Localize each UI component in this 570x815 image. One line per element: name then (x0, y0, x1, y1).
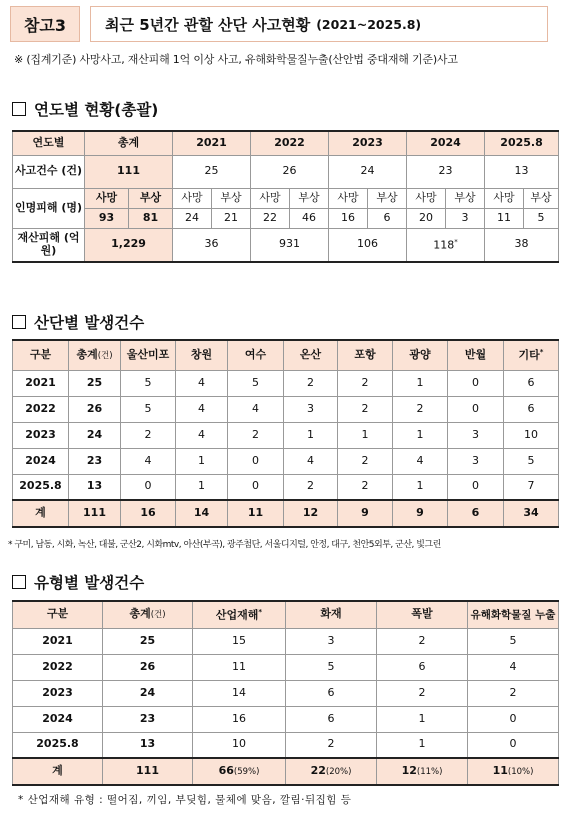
table-cell: 10 (193, 732, 286, 758)
row-label-cell: 2024 (13, 448, 69, 474)
table-cell: 1 (338, 422, 393, 448)
col-header: 유해화학물질 누출 (468, 601, 559, 628)
table-sum-row (13, 758, 559, 785)
accidents-total: 111 (85, 155, 173, 188)
property-value-text: 118 (433, 238, 455, 252)
injury-value: 21 (212, 208, 251, 228)
table-cell: 4 (176, 422, 228, 448)
table-cell: 0 (448, 396, 504, 422)
year-header: 2021 (173, 131, 251, 155)
sum-percent: (11%) (416, 767, 443, 778)
death-header: 사망 (407, 188, 446, 208)
table-cell: 3 (286, 628, 377, 654)
injury-value: 6 (368, 208, 407, 228)
death-header: 사망 (329, 188, 368, 208)
col-header: 울산미포 (121, 340, 176, 370)
table-cell: 2 (338, 448, 393, 474)
col-header: 폭발 (377, 601, 468, 628)
sum-percent: (20%) (325, 767, 352, 778)
col-header-text: 총계 (129, 607, 151, 621)
sum-value: 66 (218, 764, 234, 778)
table-cell: 2 (228, 422, 284, 448)
table-row (13, 370, 559, 396)
table-cell: 0 (468, 732, 559, 758)
table-cell: 4 (228, 396, 284, 422)
row-label-cell: 2023 (13, 422, 69, 448)
accidents-value: 26 (251, 155, 329, 188)
page-title (90, 6, 548, 42)
row-label-cell: 2025.8 (13, 732, 103, 758)
table-cell: 5 (468, 628, 559, 654)
sum-value: 11 (492, 764, 508, 778)
footnote-mark: * (454, 237, 458, 246)
table-cell: 3 (284, 396, 338, 422)
sum-value: 12 (401, 764, 417, 778)
type-footnote: * 산업재해 유형 : 떨어짐, 끼임, 부딪힘, 물체에 맞음, 깔림·뒤집힘 등 (18, 794, 352, 806)
sum-cell: 6 (448, 500, 504, 527)
sum-cell: 12 (284, 500, 338, 527)
table-row (13, 396, 559, 422)
row-label-cell: 2021 (13, 370, 69, 396)
accidents-value: 25 (173, 155, 251, 188)
table-cell: 2 (338, 474, 393, 500)
table-cell: 25 (69, 370, 121, 396)
table-cell: 1 (284, 422, 338, 448)
footnote-mark: * (539, 348, 544, 357)
sum-cell: 9 (393, 500, 448, 527)
table-cell: 1 (377, 706, 468, 732)
table-cell: 2 (121, 422, 176, 448)
table-cell: 4 (284, 448, 338, 474)
injury-header: 부상 (524, 188, 559, 208)
col-header (504, 340, 559, 370)
table-cell: 24 (69, 422, 121, 448)
col-header: 구분 (13, 601, 103, 628)
row-label-cell: 2025.8 (13, 474, 69, 500)
sum-cell: 계 (13, 758, 103, 785)
sum-cell: 11 (228, 500, 284, 527)
casualty-label: 인명피해 (명) (13, 188, 85, 228)
accidents-value: 24 (329, 155, 407, 188)
table-cell: 14 (193, 680, 286, 706)
col-header: 창원 (176, 340, 228, 370)
table-cell: 5 (121, 370, 176, 396)
section-complex-heading (12, 311, 144, 333)
col-header-text: 기타 (518, 348, 540, 362)
death-value: 20 (407, 208, 446, 228)
row-label-cell: 2022 (13, 654, 103, 680)
property-value: 38 (485, 228, 559, 262)
table-cell: 2 (284, 370, 338, 396)
property-value (407, 228, 485, 262)
year-header: 2025.8 (485, 131, 559, 155)
injury-header: 부상 (290, 188, 329, 208)
year-header: 2024 (407, 131, 485, 155)
section-title: 연도별 현황(총괄) (34, 101, 159, 119)
injury-header: 부상 (446, 188, 485, 208)
table-cell: 16 (193, 706, 286, 732)
property-value: 106 (329, 228, 407, 262)
table-cell: 1 (176, 474, 228, 500)
unit-text: (건) (97, 350, 113, 361)
col-header: 포항 (338, 340, 393, 370)
unit-text: (건) (150, 610, 166, 621)
accidents-label: 사고건수 (건) (13, 155, 85, 188)
yearly-summary-table (12, 130, 559, 263)
table-cell: 5 (121, 396, 176, 422)
complex-footnote: * 구미, 남동, 시화, 녹산, 대불, 군산2, 시화mtv, 아산(부곡), 광주첨단, 서울디지털, 안정, 대구, 천안5외투, 군산, 빛그린 (8, 540, 441, 550)
sum-cell (286, 758, 377, 785)
sum-cell: 34 (504, 500, 559, 527)
row-label-cell: 2023 (13, 680, 103, 706)
table-cell: 6 (286, 680, 377, 706)
table-cell: 26 (69, 396, 121, 422)
sum-cell: 14 (176, 500, 228, 527)
property-value: 36 (173, 228, 251, 262)
col-header: 반월 (448, 340, 504, 370)
col-header: 광양 (393, 340, 448, 370)
death-header: 사망 (173, 188, 212, 208)
section-title: 유형별 발생건수 (34, 574, 145, 592)
table-cell: 11 (193, 654, 286, 680)
table-cell: 0 (228, 448, 284, 474)
table-cell: 23 (69, 448, 121, 474)
table-row (13, 628, 559, 654)
property-total: 1,229 (85, 228, 173, 262)
table-cell: 6 (377, 654, 468, 680)
table-cell: 25 (103, 628, 193, 654)
year-header: 2022 (251, 131, 329, 155)
table-cell: 2 (377, 680, 468, 706)
complex-count-table (12, 339, 559, 528)
table-cell: 4 (121, 448, 176, 474)
checkbox-square-icon (12, 102, 26, 116)
injury-total: 81 (129, 208, 173, 228)
table-cell: 0 (468, 706, 559, 732)
injury-header: 부상 (212, 188, 251, 208)
injury-header: 부상 (368, 188, 407, 208)
section-title: 산단별 발생건수 (34, 314, 145, 332)
table-cell: 26 (103, 654, 193, 680)
table-cell: 2 (338, 370, 393, 396)
sum-cell (377, 758, 468, 785)
table-cell: 4 (176, 396, 228, 422)
table-cell: 7 (504, 474, 559, 500)
injury-value: 3 (446, 208, 485, 228)
table-cell: 6 (504, 396, 559, 422)
table-cell: 15 (193, 628, 286, 654)
property-value: 931 (251, 228, 329, 262)
reference-tag: 참고3 (10, 6, 80, 42)
table-cell: 3 (448, 422, 504, 448)
row-label-cell: 2024 (13, 706, 103, 732)
col-header-text: 총계 (76, 347, 98, 361)
table-cell: 2 (468, 680, 559, 706)
col-header: 화재 (286, 601, 377, 628)
table-sum-row (13, 500, 559, 527)
col-header (69, 340, 121, 370)
col-year-header: 연도별 (13, 131, 85, 155)
table-cell: 0 (228, 474, 284, 500)
col-total-header: 총계 (85, 131, 173, 155)
death-value: 24 (173, 208, 212, 228)
col-header (103, 601, 193, 628)
table-row (13, 474, 559, 500)
death-value: 11 (485, 208, 524, 228)
section-type-heading (12, 571, 144, 593)
table-cell: 10 (504, 422, 559, 448)
table-cell: 0 (121, 474, 176, 500)
table-row (13, 422, 559, 448)
year-header: 2023 (329, 131, 407, 155)
death-header: 사망 (85, 188, 129, 208)
injury-value: 5 (524, 208, 559, 228)
table-cell: 1 (377, 732, 468, 758)
table-cell: 6 (286, 706, 377, 732)
death-header: 사망 (251, 188, 290, 208)
title-row (10, 6, 550, 44)
table-row (13, 680, 559, 706)
title-range: (2021~2025.8) (316, 16, 422, 32)
sum-cell: 계 (13, 500, 69, 527)
table-cell: 0 (448, 370, 504, 396)
table-cell: 0 (448, 474, 504, 500)
col-header (193, 601, 286, 628)
death-total: 93 (85, 208, 129, 228)
sum-cell: 16 (121, 500, 176, 527)
section-yearly-heading (12, 98, 158, 120)
table-cell: 5 (504, 448, 559, 474)
table-cell: 2 (286, 732, 377, 758)
table-cell: 3 (448, 448, 504, 474)
table-cell: 2 (338, 396, 393, 422)
col-header: 구분 (13, 340, 69, 370)
sum-cell: 111 (103, 758, 193, 785)
table-row (13, 706, 559, 732)
table-cell: 13 (103, 732, 193, 758)
table-cell: 5 (286, 654, 377, 680)
checkbox-square-icon (12, 315, 26, 329)
row-label-cell: 2022 (13, 396, 69, 422)
sum-cell (468, 758, 559, 785)
sum-percent: (10%) (507, 767, 534, 778)
table-row (13, 732, 559, 758)
checkbox-square-icon (12, 575, 26, 589)
table-cell: 4 (468, 654, 559, 680)
table-cell: 1 (393, 422, 448, 448)
table-row (13, 448, 559, 474)
col-header-text: 산업재해 (215, 608, 259, 622)
death-value: 22 (251, 208, 290, 228)
table-cell: 2 (377, 628, 468, 654)
injury-header: 부상 (129, 188, 173, 208)
sum-cell: 111 (69, 500, 121, 527)
col-header: 온산 (284, 340, 338, 370)
table-cell: 2 (393, 396, 448, 422)
injury-value: 46 (290, 208, 329, 228)
table-cell: 4 (176, 370, 228, 396)
type-count-table (12, 600, 559, 786)
footnote-mark: * (258, 607, 263, 616)
table-cell: 13 (69, 474, 121, 500)
sum-cell (193, 758, 286, 785)
table-cell: 1 (176, 448, 228, 474)
accidents-value: 13 (485, 155, 559, 188)
table-row (13, 654, 559, 680)
sum-percent: (59%) (233, 767, 260, 778)
death-value: 16 (329, 208, 368, 228)
table-cell: 4 (393, 448, 448, 474)
sum-value: 22 (310, 764, 326, 778)
death-header: 사망 (485, 188, 524, 208)
table-cell: 5 (228, 370, 284, 396)
table-cell: 1 (393, 474, 448, 500)
table-cell: 2 (284, 474, 338, 500)
table-cell: 23 (103, 706, 193, 732)
row-label-cell: 2021 (13, 628, 103, 654)
table-cell: 1 (393, 370, 448, 396)
accidents-value: 23 (407, 155, 485, 188)
sum-cell: 9 (338, 500, 393, 527)
table-cell: 24 (103, 680, 193, 706)
table-cell: 6 (504, 370, 559, 396)
property-label: 재산피해 (억원) (13, 228, 85, 262)
title-text: 최근 5년간 관할 산단 사고현황 (105, 15, 311, 34)
criteria-note: ※ (집계기준) 사망사고, 재산피해 1억 이상 사고, 유해화학물질누출(산안법 중대재해 기준)사고 (14, 53, 458, 66)
col-header: 여수 (228, 340, 284, 370)
